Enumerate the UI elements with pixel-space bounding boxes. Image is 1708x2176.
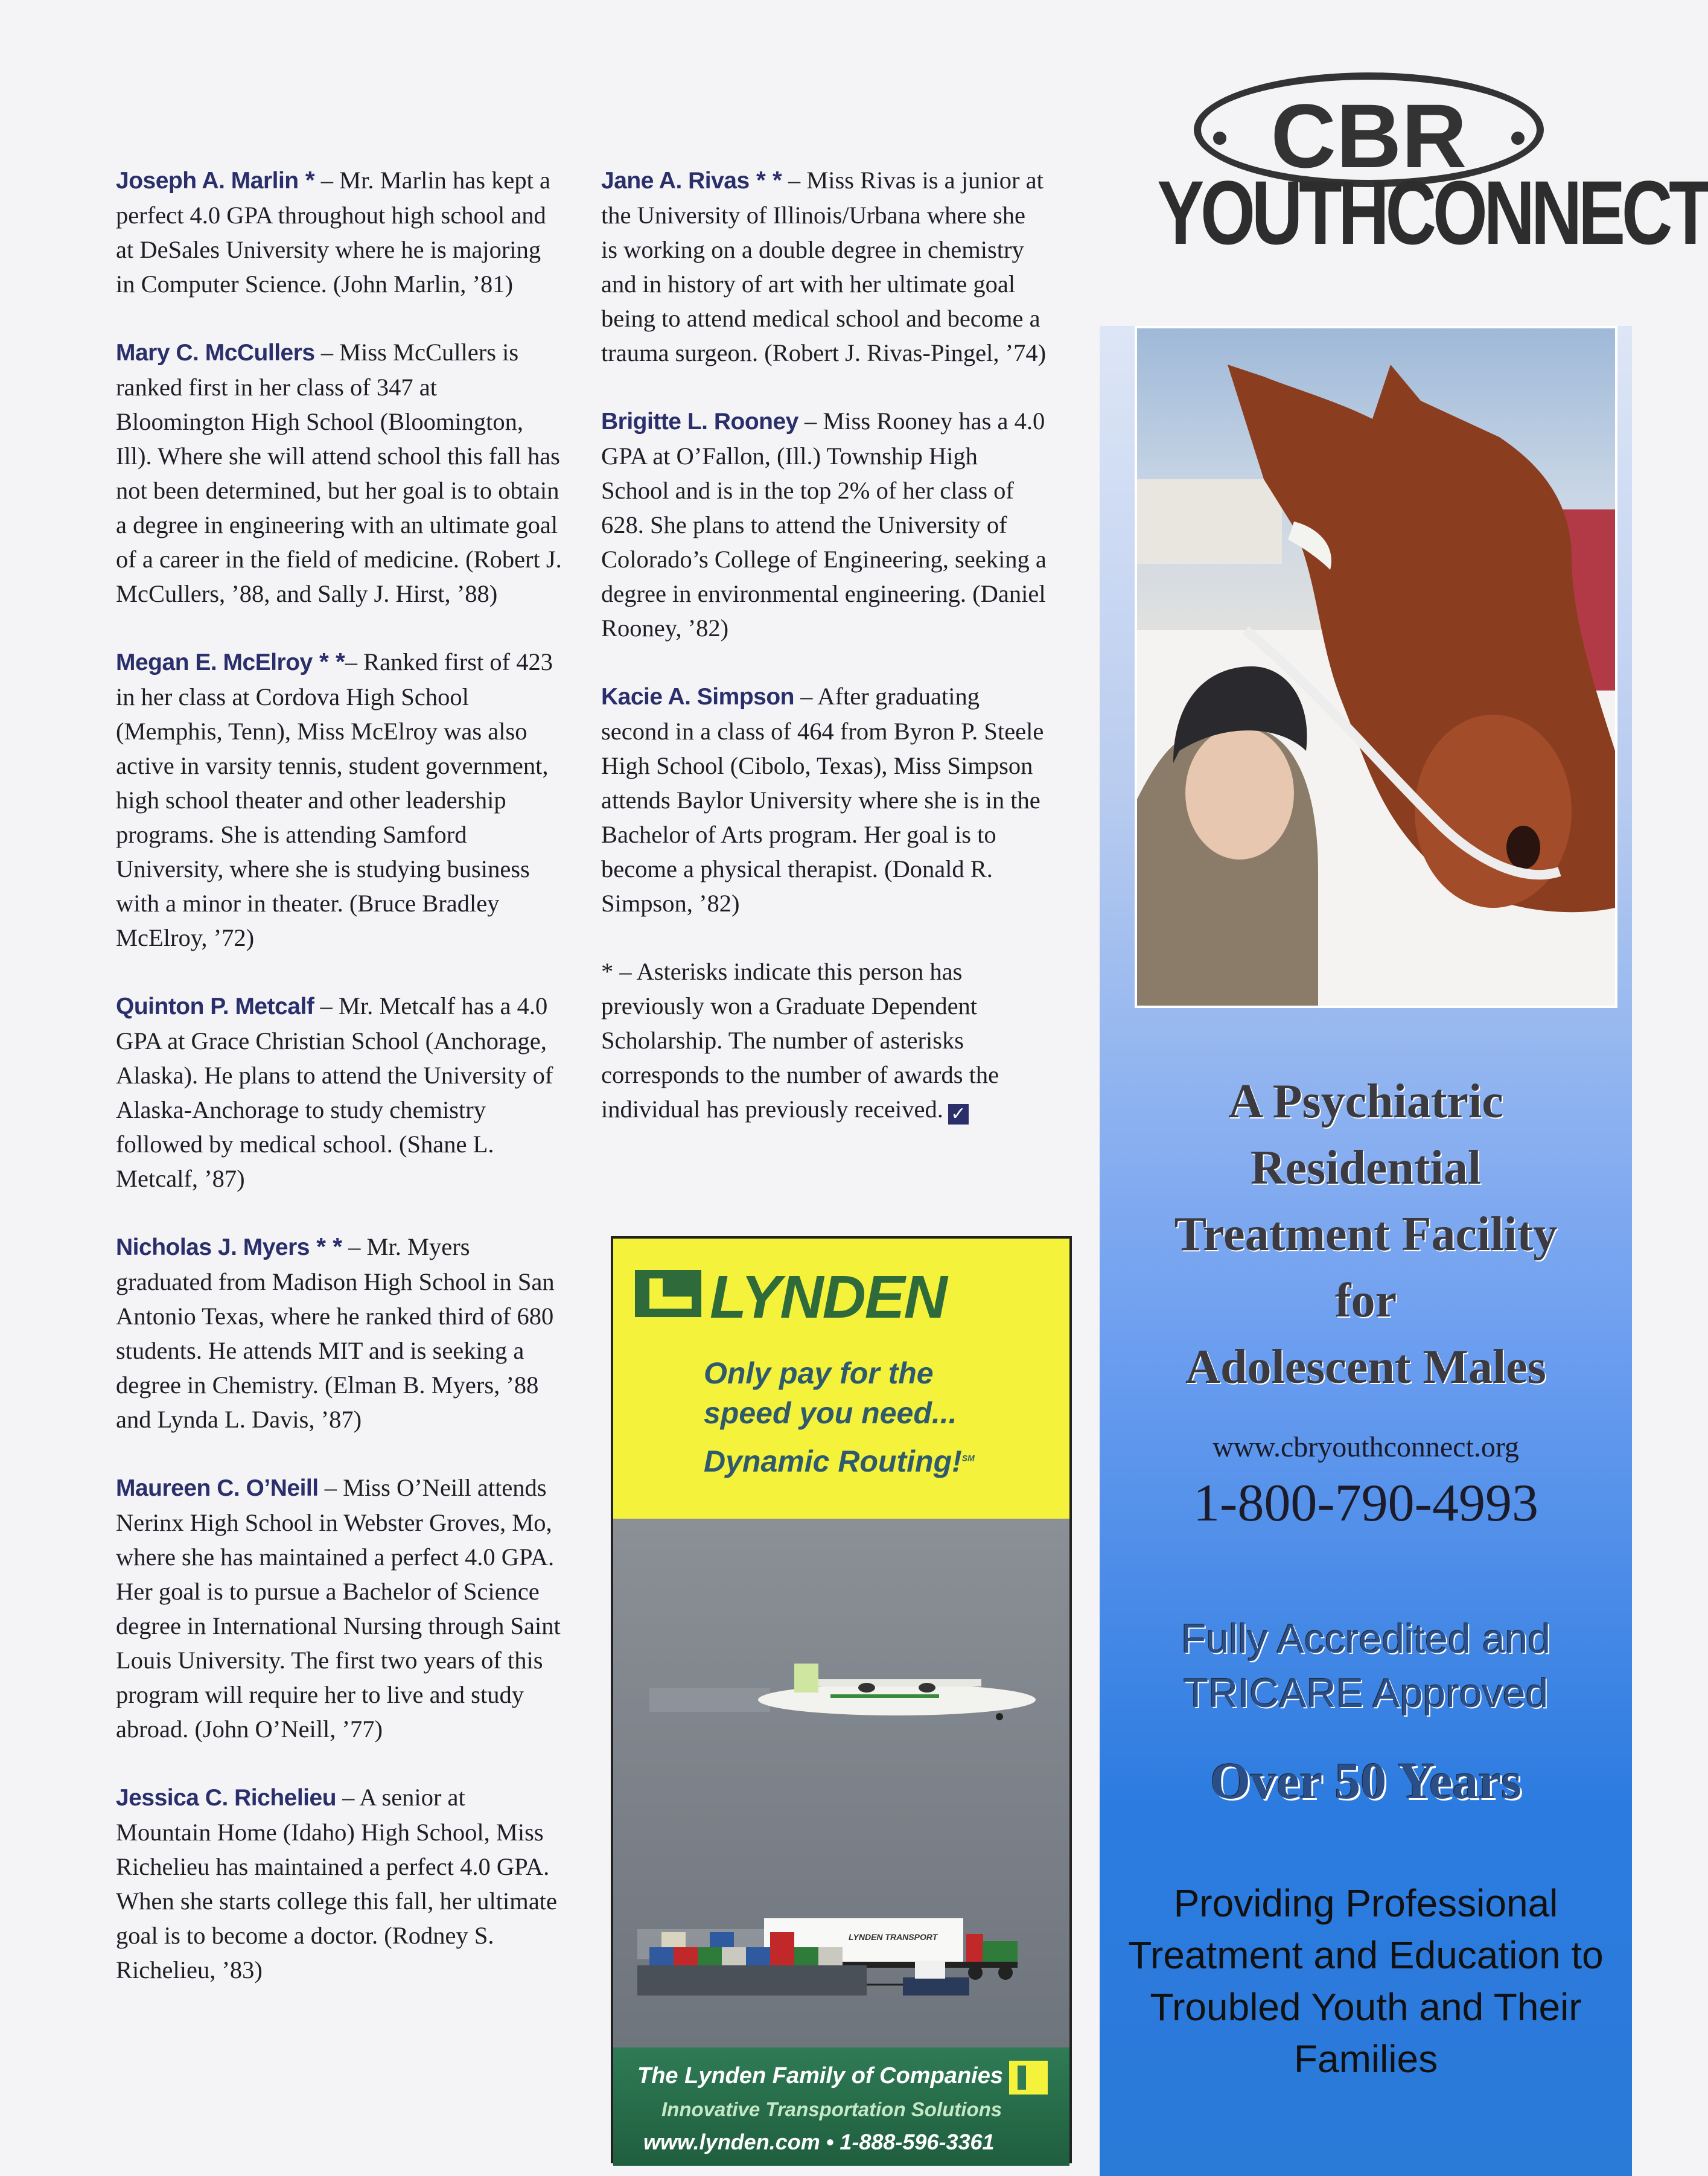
cbr-accreditation: [1100, 1612, 1632, 1720]
dot-icon: [1511, 132, 1525, 145]
scholar-bio: – After graduating second in a class of 464 from Byron P. Steele High School (Cibolo, Texas), Miss Simpson attends Baylor University where she is in the Bachelor of Arts program. Her goal is to become a physical therapist. (Donald R. Simpson, ’82): [601, 683, 1044, 917]
cbr-headline-line: Adolescent Males: [1185, 1341, 1546, 1394]
cbr-years-badge: Over 50 Years: [1210, 1752, 1522, 1810]
horse-photo-illustration: [1137, 328, 1615, 1006]
lynden-footer-contact: www.lynden.com • 1-888-596-3361: [643, 2130, 995, 2154]
scholar-bio: – Mr. Myers graduated from Madison High School in San Antonio Texas, where he ranked third of 680 students. He attends MIT and is seeking a degree in Chemistry. (Elman B. Myers, ’88 and Lynda L. Davis, ’87): [116, 1233, 555, 1433]
scholar-name: Jessica C. Richelieu: [116, 1785, 337, 1811]
scholar-entry: [116, 645, 562, 955]
lynden-header: [613, 1239, 1069, 1521]
cbr-headline: [1100, 1068, 1632, 1400]
award-stars: * *: [749, 166, 782, 194]
scholar-entry: [601, 679, 1048, 920]
barge-illustration: [613, 1917, 1069, 2038]
scholar-entry: [116, 1230, 562, 1437]
cbr-accreditation-line: Fully Accredited and: [1181, 1616, 1551, 1662]
scholar-entry: [116, 163, 562, 301]
scholar-entry: [116, 1780, 562, 1987]
scholar-bio: – Ranked first of 423 in her class at Cordova High School (Memphis, Tenn), Miss McElroy was also active in varsity tennis, student government, high school theater and other leadership programs. She is attending Samford University, where she is studying business with a minor in theater. (Bruce Bradley McElroy, ’72): [116, 648, 553, 951]
cbr-headline-line: for: [1334, 1274, 1397, 1327]
scholar-bio: – A senior at Mountain Home (Idaho) High School, Miss Richelieu has maintained a perfect 4.0 GPA. When she starts college this fall, her ultimate goal is to become a doctor. (Rodney S. Richelieu, ’83): [116, 1784, 558, 1983]
lynden-brand: LYNDEN: [710, 1263, 946, 1331]
scholar-name: Brigitte L. Rooney: [601, 409, 798, 435]
scholar-entry: [116, 1470, 562, 1746]
scholarship-column-right: [601, 163, 1048, 1160]
cbr-mission-line: Troubled Youth and Their: [1150, 1985, 1582, 2029]
scholar-name: Jane A. Rivas: [601, 168, 750, 194]
scholar-entry: [601, 163, 1048, 370]
scholar-bio: – Miss O’Neill attends Nerinx High School in Webster Groves, Mo, where she has maintained a perfect 4.0 GPA. Her goal is to pursue a Bachelor of Science degree in International Nursing through Saint Louis University. The first two years of this program will require her to live and study abroad. (John O’Neill, ’77): [116, 1474, 561, 1743]
lynden-footer-slogan: Innovative Transportation Solutions: [661, 2098, 1002, 2120]
footnote-text: * – Asterisks indicate this person has previously won a Graduate Dependent Scholarship. The number of asterisks corresponds to the number of awards the individual has previously received.: [601, 958, 999, 1123]
scholarship-column-left: [116, 163, 562, 2021]
lynden-small-logo-icon: [1009, 2061, 1048, 2095]
lynden-footer-companies: The Lynden Family of Companies: [637, 2063, 1003, 2088]
scholar-name: Maureen C. O’Neill: [116, 1475, 319, 1501]
lynden-ad: [611, 1236, 1072, 2163]
scholar-entry: [116, 989, 562, 1196]
award-stars: *: [298, 166, 315, 194]
truck-label: LYNDEN TRANSPORT: [849, 1932, 938, 1942]
cbr-headline-line: Treatment Facility: [1174, 1208, 1558, 1261]
cbr-accreditation-line: TRICARE Approved: [1183, 1670, 1549, 1716]
scholar-bio: – Miss Rooney has a 4.0 GPA at O’Fallon, (Ill.) Township High School and is in the top 2% of her class of 628. She plans to attend the University of Colorado’s College of Engineering, seeking a degree in environmental engineering. (Daniel Rooney, ’82): [601, 407, 1047, 642]
lynden-tagline: Only pay for the speed you need...: [704, 1356, 957, 1430]
cbr-website-link[interactable]: www.cbryouthconnect.org: [1212, 1431, 1519, 1463]
cbr-logo: [1098, 48, 1708, 326]
cbr-phone-number: 1-800-790-4993: [1193, 1474, 1538, 1533]
cbr-youthconnect-wordmark: YOUTHCONNECT: [1157, 162, 1708, 263]
scholar-name: Quinton P. Metcalf: [116, 994, 314, 1019]
scholar-bio: – Miss McCullers is ranked first in her class of 347 at Bloomington High School (Bloomington, Ill). Where she will attend school this fall has not been determined, but her goal is to obtain a degree in engineering with an ultimate goal of a career in the field of medicine. (Robert J. McCullers, ’88, and Sally J. Hirst, ’88): [116, 339, 562, 607]
scholar-name: Joseph A. Marlin: [116, 168, 299, 194]
cbr-headline-line: A Psychiatric: [1228, 1075, 1503, 1128]
lynden-footer: [613, 2047, 1069, 2166]
dot-icon: [1213, 132, 1226, 145]
cbr-mission-statement: [1100, 1877, 1632, 2085]
scholar-name: Megan E. McElroy: [116, 649, 313, 675]
scholar-bio: – Mr. Metcalf has a 4.0 GPA at Grace Christian School (Anchorage, Alaska). He plans to attend the University of Alaska-Anchorage to study chemistry followed by medical school. (Shane L. Metcalf, ’87): [116, 992, 553, 1192]
scholar-bio: – Miss Rivas is a junior at the University of Illinois/Urbana where she is working on a double degree in chemistry and in history of art with her ultimate goal being to attend medical school and become a trauma surgeon. (Robert J. Rivas-Pingel, ’74): [601, 167, 1047, 366]
scholar-entry: [116, 335, 562, 611]
cbr-headline-line: Residential: [1250, 1141, 1482, 1195]
cbr-mission-line: Providing Professional: [1173, 1881, 1558, 1925]
cbr-mission-line: Families: [1293, 2037, 1438, 2081]
scholar-name: Kacie A. Simpson: [601, 684, 794, 710]
scholar-bio: – Mr. Marlin has kept a perfect 4.0 GPA throughout high school and at DeSales University where he is majoring in Computer Science. (John Marlin, ’81): [116, 167, 550, 298]
award-stars: * *: [312, 648, 345, 675]
horse-and-boy-photo: [1135, 326, 1617, 1008]
airplane-icon: [649, 1664, 1036, 1720]
checkmark-icon: ✓: [948, 1104, 969, 1125]
lynden-logo-icon: [635, 1270, 701, 1317]
barge-icon: [637, 1932, 969, 1996]
lynden-vehicles-panel: [613, 1519, 1069, 2062]
cbr-mission-line: Treatment and Education to: [1128, 1933, 1604, 1977]
scholar-entry: [601, 404, 1048, 645]
scholar-name: Nicholas J. Myers: [116, 1234, 310, 1260]
cbr-logo-text: CBR: [1270, 85, 1467, 187]
award-stars: * *: [309, 1233, 343, 1260]
lynden-tagline-2: Dynamic Routing!℠: [704, 1444, 975, 1478]
scholar-name: Mary C. McCullers: [116, 340, 315, 366]
asterisk-footnote: [601, 954, 1048, 1126]
